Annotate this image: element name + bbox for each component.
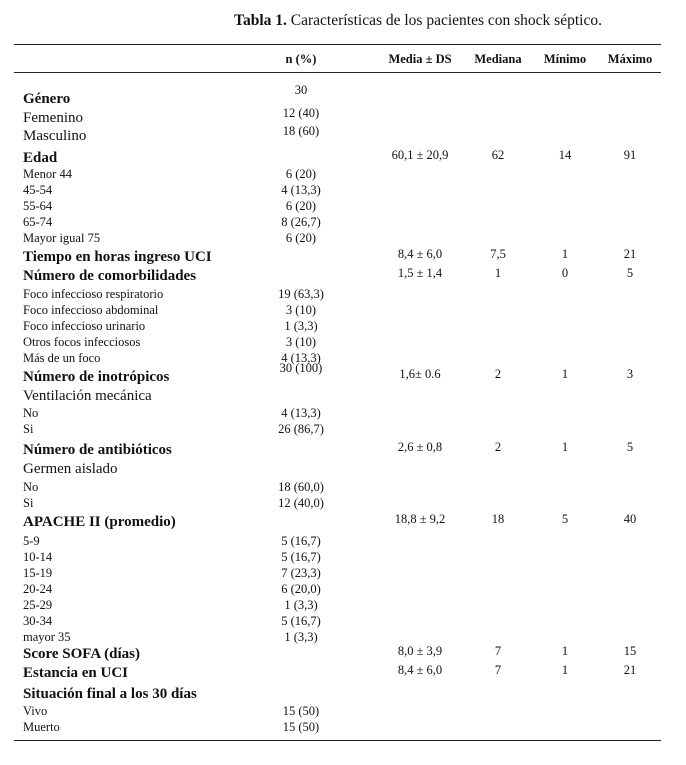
cell-n-pct: 7 (23,3) [281, 566, 321, 580]
row-label: 5-9 [23, 534, 40, 548]
cell-n-pct: 18 (60) [282, 124, 320, 138]
cell-n-pct: 5 (16,7) [281, 534, 321, 548]
cell-n-pct: 4 (13,3) [281, 351, 321, 365]
header-mean-sd: Media ± DS [388, 52, 452, 66]
row-label: 15-19 [23, 566, 53, 580]
cell-median: 7 [494, 663, 502, 677]
cell-min: 1 [561, 247, 569, 261]
row-label: Foco infeccioso respiratorio [23, 287, 164, 301]
row-label: 45-54 [23, 183, 53, 197]
row-label: Número de comorbilidades [23, 268, 197, 284]
row-label: Género [23, 91, 71, 107]
cell-median: 62 [491, 148, 505, 162]
cell-max: 5 [626, 440, 634, 454]
row-label: Estancia en UCI [23, 665, 129, 681]
cell-n-pct: 30 [294, 83, 308, 97]
row-label: Si [23, 422, 34, 436]
cell-max: 3 [626, 367, 634, 381]
cell-min: 1 [561, 367, 569, 381]
cell-mean-sd: 2,6 ± 0,8 [397, 440, 443, 454]
cell-median: 18 [491, 512, 505, 526]
cell-min: 1 [561, 440, 569, 454]
cell-min: 0 [561, 266, 569, 280]
cell-n-pct: 1 (3,3) [284, 319, 318, 333]
cell-n-pct: 30 (100) [279, 361, 323, 375]
row-label: Más de un foco [23, 351, 101, 365]
cell-n-pct: 19 (63,3) [278, 287, 324, 301]
cell-n-pct: 5 (16,7) [281, 614, 321, 628]
row-label: Vivo [23, 704, 48, 718]
cell-n-pct: 12 (40) [282, 106, 320, 120]
cell-max: 5 [626, 266, 634, 280]
table-caption [0, 12, 686, 30]
row-label: 25-29 [23, 598, 53, 612]
cell-n-pct: 1 (3,3) [284, 598, 318, 612]
row-label: mayor 35 [23, 630, 71, 644]
cell-min: 5 [561, 512, 569, 526]
cell-median: 2 [494, 440, 502, 454]
row-label: Muerto [23, 720, 60, 734]
row-label: 65-74 [23, 215, 53, 229]
cell-max: 91 [623, 148, 637, 162]
row-label: Foco infeccioso abdominal [23, 303, 159, 317]
row-label: 20-24 [23, 582, 53, 596]
row-label: 30-34 [23, 614, 53, 628]
caption-text: Características de los pacientes con shock séptico. [286, 12, 602, 29]
row-label: No [23, 480, 39, 494]
cell-n-pct: 5 (16,7) [281, 550, 321, 564]
cell-median: 1 [494, 266, 502, 280]
row-label: Edad [23, 150, 58, 166]
cell-mean-sd: 8,0 ± 3,9 [397, 644, 443, 658]
row-label: Tiempo en horas ingreso UCI [23, 249, 212, 265]
cell-n-pct: 8 (26,7) [281, 215, 321, 229]
row-label: APACHE II (promedio) [23, 514, 176, 530]
row-label: No [23, 406, 39, 420]
cell-n-pct: 6 (20) [285, 231, 317, 245]
row-label: Germen aislado [23, 461, 118, 477]
cell-n-pct: 15 (50) [282, 720, 320, 734]
bottom-rule [14, 740, 661, 741]
row-label: Foco infeccioso urinario [23, 319, 146, 333]
cell-mean-sd: 8,4 ± 6,0 [397, 663, 443, 677]
row-label: Número de antibióticos [23, 442, 172, 458]
top-rule [14, 44, 661, 45]
cell-median: 7 [494, 644, 502, 658]
cell-mean-sd: 60,1 ± 20,9 [391, 148, 449, 162]
row-label: Situación final a los 30 días [23, 686, 197, 702]
cell-max: 21 [623, 663, 637, 677]
row-label: Mayor igual 75 [23, 231, 101, 245]
row-label: 55-64 [23, 199, 53, 213]
row-label: Masculino [23, 128, 87, 144]
cell-n-pct: 6 (20,0) [281, 582, 321, 596]
row-label: Ventilación mecánica [23, 388, 152, 404]
cell-n-pct: 15 (50) [282, 704, 320, 718]
cell-mean-sd: 1,6± 0.6 [399, 367, 441, 381]
row-label: Menor 44 [23, 167, 72, 181]
cell-mean-sd: 1,5 ± 1,4 [397, 266, 443, 280]
cell-median: 2 [494, 367, 502, 381]
row-label: Si [23, 496, 34, 510]
header-min: Mínimo [543, 52, 587, 66]
row-label: Femenino [23, 110, 83, 126]
row-label: Score SOFA (días) [23, 646, 140, 662]
cell-n-pct: 18 (60,0) [278, 480, 324, 494]
cell-n-pct: 1 (3,3) [284, 630, 318, 644]
cell-max: 21 [623, 247, 637, 261]
cell-median: 7,5 [490, 247, 506, 261]
cell-min: 14 [558, 148, 572, 162]
cell-mean-sd: 8,4 ± 6,0 [397, 247, 443, 261]
cell-n-pct: 12 (40,0) [278, 496, 324, 510]
row-label: 10-14 [23, 550, 53, 564]
cell-n-pct: 4 (13,3) [281, 183, 321, 197]
caption-label: Tabla 1. [234, 12, 287, 29]
cell-min: 1 [561, 663, 569, 677]
header-n-pct: n (%) [285, 52, 317, 66]
cell-n-pct: 4 (13,3) [281, 406, 321, 420]
header-median: Mediana [474, 52, 522, 66]
header-max: Máximo [607, 52, 653, 66]
cell-max: 40 [623, 512, 637, 526]
cell-max: 15 [623, 644, 637, 658]
cell-min: 1 [561, 644, 569, 658]
cell-n-pct: 3 (10) [285, 335, 317, 349]
cell-n-pct: 3 (10) [285, 303, 317, 317]
cell-n-pct: 6 (20) [285, 167, 317, 181]
row-label: Número de inotrópicos [23, 369, 170, 385]
row-label: Otros focos infecciosos [23, 335, 141, 349]
cell-n-pct: 26 (86,7) [278, 422, 324, 436]
cell-mean-sd: 18,8 ± 9,2 [394, 512, 446, 526]
cell-n-pct: 6 (20) [285, 199, 317, 213]
header-rule [14, 72, 661, 73]
